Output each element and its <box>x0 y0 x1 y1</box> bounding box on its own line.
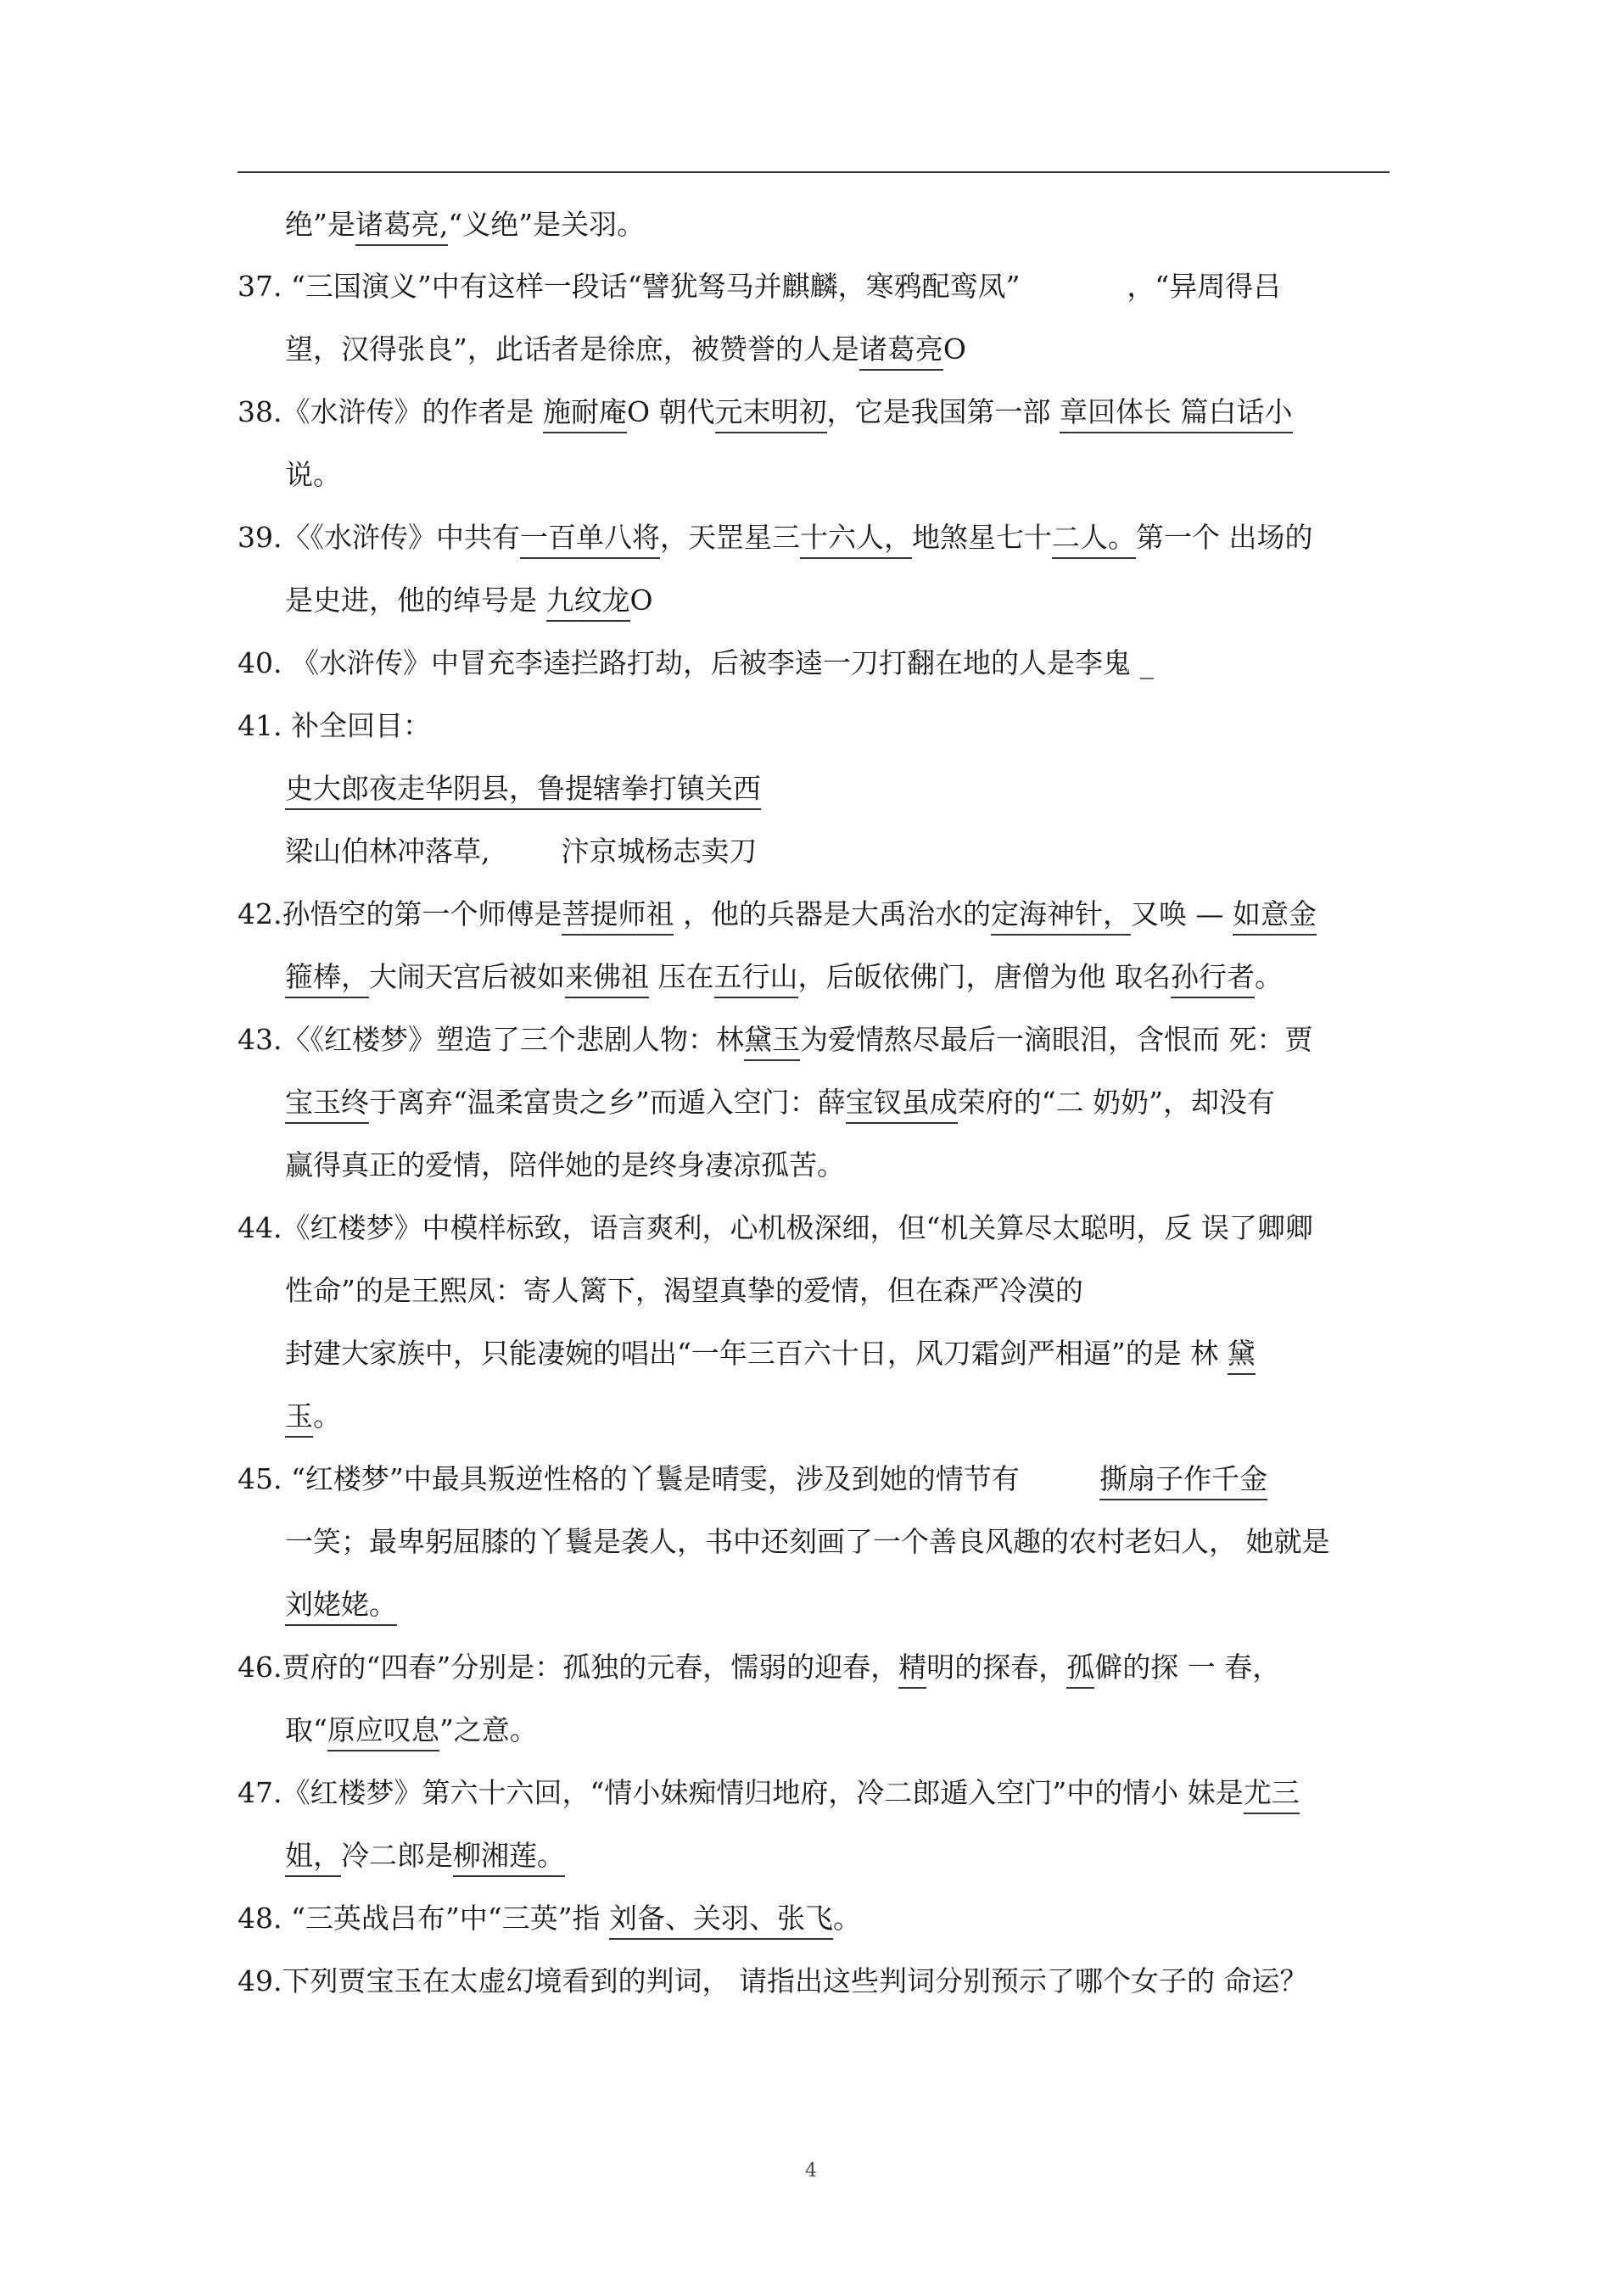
line-text: 赢得真正的爱情，陪伴她的是终身凄凉孤苦。 <box>285 1148 845 1182</box>
line-text: 望，汉得张良”，此话者是徐庶，被赞誉的人是 <box>285 332 859 366</box>
line-text: 说。 <box>285 458 341 491</box>
line-text: 42.孙悟空的第一个师傅是 <box>238 897 562 930</box>
text-line <box>238 1023 1312 1057</box>
line-text: 封建大家族中，只能凄婉的唱出“一年三百六十日，风刀霜剑严相逼”的是 林 <box>285 1337 1228 1370</box>
answer-text: 孤 <box>1066 1651 1094 1689</box>
line-text: ，天罡星三 <box>659 521 800 554</box>
line-text: O <box>942 332 966 366</box>
answer-text: 鲁提辖拳打镇关西 <box>537 772 761 810</box>
line-text: 。 <box>313 1399 341 1433</box>
line-text: 性命”的是王熙凤：寄人篱下，渴望真挚的爱情，但在森严冷漠的 <box>285 1274 1083 1307</box>
line-text: ”之意。 <box>439 1713 538 1746</box>
line-text: 。 <box>1255 960 1283 993</box>
answer-text: 十六人， <box>800 521 912 559</box>
line-text: 大闹天宫后被如 <box>369 960 565 993</box>
answer-text: 定海神针， <box>991 897 1131 936</box>
text-line <box>285 1148 845 1182</box>
answer-text: 九纹龙 <box>546 584 630 622</box>
line-text: 。 <box>832 1902 861 1935</box>
line-text: 压在 <box>649 960 714 993</box>
answer-text: 箍棒， <box>285 960 369 998</box>
text-line <box>285 1713 538 1747</box>
text-line <box>285 584 653 617</box>
text-line <box>238 1776 1300 1810</box>
text-line <box>238 1902 861 1936</box>
text-line <box>238 1211 1313 1245</box>
line-text: 43.〈《红楼梦》塑造了三个悲剧人物：林 <box>238 1023 744 1056</box>
line-text: ，它是我国第一部 <box>826 395 1060 428</box>
line-text: 绝”是 <box>285 208 355 241</box>
answer-text: 黛玉 <box>744 1023 800 1061</box>
text-line <box>238 1964 1307 1998</box>
line-text: 又唤 — <box>1130 897 1233 930</box>
text-line <box>238 1462 1267 1496</box>
answer-text: 一百单八将 <box>520 521 660 559</box>
line-text: 荣府的“二 奶奶”，却没有 <box>957 1086 1275 1119</box>
line-text: 48. “三英战吕布”中“三英”指 <box>238 1902 609 1935</box>
text-line <box>238 709 431 743</box>
line-text: 地煞星七十 <box>911 521 1052 554</box>
line-text: 38.《水浒传》的作者是 <box>238 395 543 428</box>
line-text: 45. “红楼梦”中最具叛逆性格的丫鬟是晴雯，涉及到她的情节有 <box>238 1462 1100 1495</box>
answer-text: 撕扇子作千金 <box>1099 1462 1267 1500</box>
line-text: 44.《红楼梦》中模样标致，语言爽利，心机极深细，但“机关算尽太聪明，反 误了卿卿 <box>238 1211 1313 1244</box>
line-text: 39.〈《水浒传》中共有 <box>238 521 520 554</box>
text-line <box>238 521 1312 555</box>
text-line <box>285 1839 565 1873</box>
answer-text: 尤三 <box>1244 1776 1300 1814</box>
text-line <box>238 395 1293 429</box>
text-line <box>285 1086 1275 1120</box>
text-line <box>285 1337 1256 1371</box>
text-line <box>238 897 1317 931</box>
text-line <box>285 1399 341 1433</box>
line-text: 一笑；最卑躬屈膝的丫鬟是袭人，书中还刻画了一个善良风趣的农村老妇人， 她就是 <box>285 1525 1330 1558</box>
answer-text: 玉 <box>285 1399 313 1438</box>
answer-text: 黛 <box>1228 1337 1256 1375</box>
header-rule <box>238 171 1390 173</box>
line-text: 为爱情熬尽最后一滴眼泪，含恨而 死：贾 <box>799 1023 1313 1056</box>
line-text: 于离弃“温柔富贵之乡”而遁入空门：薛 <box>369 1086 846 1119</box>
answer-text: 章回体长 篇白话小 <box>1060 395 1293 433</box>
line-text: ，他的兵器是大禹治水的 <box>674 897 991 930</box>
text-line <box>285 772 761 806</box>
answer-text: 五行山 <box>714 960 798 998</box>
text-line <box>285 1274 1083 1308</box>
line-text: O <box>629 584 653 617</box>
text-line <box>238 270 1281 304</box>
line-text: 是史进，他的绰号是 <box>285 584 546 617</box>
answer-text: 元末明初 <box>715 395 827 433</box>
answer-text: 诸葛亮, <box>355 208 449 246</box>
line-text: 40. 《水浒传》中冒充李逵拦路打劫，后被李逵一刀打翻在地的人是李鬼 _ <box>238 646 1154 679</box>
line-text: ，后皈依佛门，唐僧为他 取名 <box>797 960 1171 993</box>
line-text: 僻的探 一 春， <box>1094 1651 1281 1684</box>
line-text: 47.《红楼梦》第六十六回，“情小妹痴情归地府，冷二郎遁入空门”中的情小 妹是 <box>238 1776 1244 1809</box>
answer-text: 原应叹息 <box>327 1713 439 1751</box>
line-text: 冷二郎是 <box>341 1839 453 1872</box>
answer-text: 刘姥姥。 <box>285 1588 397 1626</box>
line-text <box>397 1588 433 1621</box>
answer-text: 二人。 <box>1052 521 1136 559</box>
answer-text: 菩提师祖 <box>562 897 674 936</box>
answer-text: 来佛祖 <box>565 960 649 998</box>
answer-text: 孙行者 <box>1171 960 1255 998</box>
line-text: 46.贾府的“四春”分别是：孤独的元春，懦弱的迎春， <box>238 1651 899 1684</box>
text-line <box>238 646 1154 680</box>
answer-text: 姐， <box>285 1839 341 1877</box>
text-line <box>285 1588 433 1622</box>
text-line <box>285 208 645 242</box>
text-line <box>285 1525 1330 1559</box>
answer-text: 诸葛亮 <box>859 332 943 371</box>
line-text: 第一个 出场的 <box>1135 521 1313 554</box>
answer-text: 如意金 <box>1233 897 1317 936</box>
answer-text: 柳湘莲。 <box>453 1839 565 1877</box>
answer-text: 精 <box>898 1651 926 1689</box>
text-line <box>285 835 757 869</box>
text-line <box>285 960 1283 994</box>
answer-text: 刘备、关羽、张飞 <box>609 1902 833 1940</box>
answer-text: 宝钗虽成 <box>846 1086 958 1124</box>
answer-text: 史大郎夜走华阴县， <box>285 772 537 810</box>
answer-text: 施耐庵 <box>543 395 627 433</box>
line-text: 37. “三国演义”中有这样一段话“譬犹驽马并麒麟，寒鸦配鸾凤” ，“异周得吕 <box>238 270 1282 303</box>
line-text: 49.下列贾宝玉在太虚幻境看到的判词， 请指出这些判词分别预示了哪个女子的 命运？ <box>238 1964 1308 1997</box>
text-line <box>285 332 966 366</box>
text-line <box>285 458 341 492</box>
answer-text: 宝玉终 <box>285 1086 369 1124</box>
line-text: 明的探春， <box>926 1651 1067 1684</box>
line-text: 梁山伯林冲落草, 汴京城杨志卖刀 <box>285 835 758 868</box>
page-number: 4 <box>805 2160 817 2181</box>
text-line <box>238 1651 1280 1684</box>
line-text: “义绝”是关羽。 <box>448 208 646 241</box>
line-text: 取“ <box>285 1713 327 1746</box>
line-text: 41. 补全回目： <box>238 709 431 742</box>
line-text: O 朝代 <box>626 395 715 428</box>
